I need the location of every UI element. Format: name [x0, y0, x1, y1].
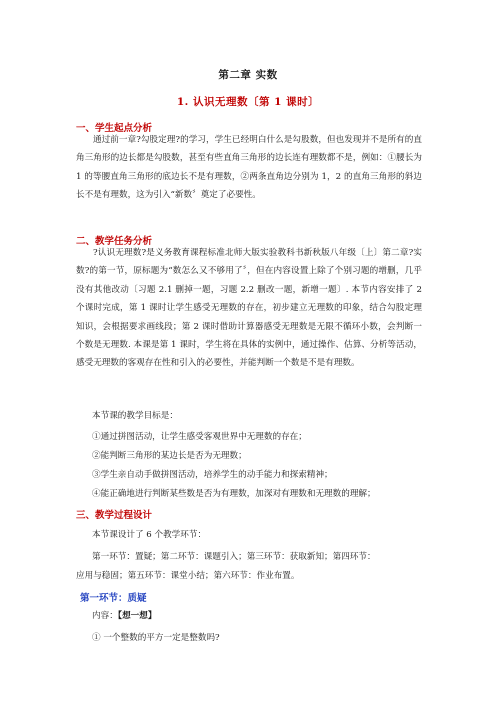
- section-heading-process-design: 三、教学过程设计: [76, 510, 153, 521]
- subheading-step-1: 第一环节：质疑: [80, 593, 147, 604]
- section-heading-task-analysis: 二、教学任务分析: [76, 236, 153, 247]
- process-steps-line-2: 应用与稳固；第五环节：课堂小结；第六环节：作业布置。: [76, 571, 300, 581]
- goal-intro: 本节课的教学目标是：: [92, 411, 178, 421]
- section-heading-student-analysis: 一、学生起点分析: [76, 123, 153, 134]
- question-1: ① 一个整数的平方一定是整数吗?: [92, 633, 220, 643]
- chapter-title: 第二章 实数: [218, 69, 278, 81]
- process-steps-line-1: 第一环节：置疑；第二环节：课题引入；第三环节：获取新知；第四环节：: [92, 552, 376, 562]
- content-bracket-think: 【想一想】: [117, 611, 157, 621]
- process-intro: 本节课设计了 6 个教学环节：: [92, 530, 207, 540]
- goal-item-4: ④能正确地进行判断某些数是否为有理数，加深对有理数和无理数的理解；: [92, 489, 376, 499]
- goal-item-3: ③学生亲自动手做拼图活动，培养学生的动手能力和探索精神；: [92, 470, 333, 480]
- paragraph-task-analysis: ?认识无理数?是义务教育课程标准北师大版实验教科书新秋版八年级〔上〕第二章?实数?的第一节，原标题为“数怎么又不够用了〞，但在内容设置上除了个别习题的增删，几乎没有其他改动〔习题 2.1 删掉一题，习题 2.2 删改一题，新增一题〕. 本节内容安排了 2 个课时完成，第 1 课时让学生感受无理数的存在，初步建立无理数的印象，结合勾股定理知识，会根据要求画线段；第 2 课时借助计算器感受无理数是无限不循环小数，会判断一个数是无理数. 本课是第 1 课时，学生将在具体的实例中，通过操作、估算、分析等活动，感受无理数的客观存在性和引入的必要性，并能判断一个数是不是有理数。: [76, 248, 422, 369]
- content-label: 内容：: [92, 611, 118, 621]
- goal-item-1: ①通过拼图活动，让学生感受客观世界中无理数的存在；: [92, 432, 307, 442]
- paragraph-student-analysis: 通过前一章?勾股定理?的学习，学生已经明白什么是勾股数，但也发现并不是所有的直角三角形的边长都是勾股数，甚至有些直角三角形的边长连有理数都不是，例如：①腰长为 1 的等腰直角三角形的底边长不是有理数，②两条直角边分别为 1，2 的直角三角形的斜边长不是有理数，这为引入“新数〞奠定了必要性。: [76, 135, 422, 201]
- lesson-title: 1. 认识无理数〔第 1 课时〕: [176, 96, 320, 108]
- content-line: [92, 609, 156, 621]
- goal-item-2: ②能判断三角形的某边长是否为无理数；: [92, 451, 247, 461]
